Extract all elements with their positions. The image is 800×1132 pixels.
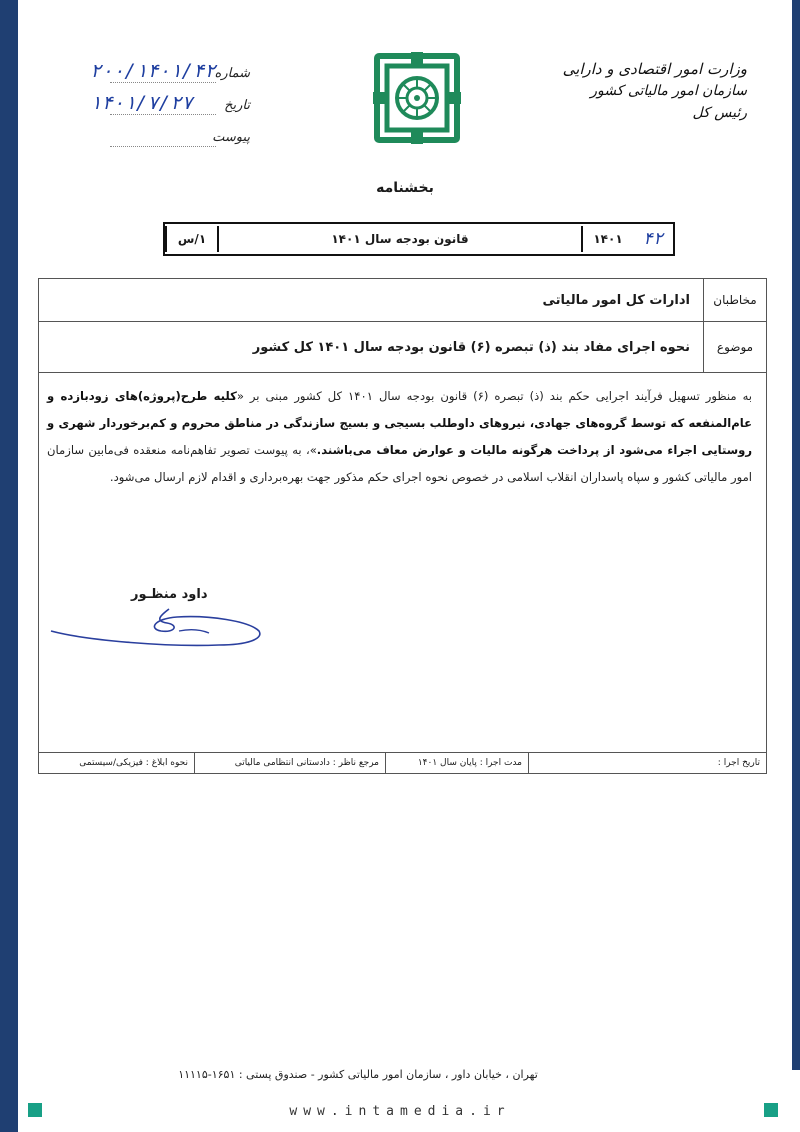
addressee-row [39, 279, 766, 322]
meta-dotted-line [110, 146, 216, 147]
signature-image [49, 601, 289, 661]
organization-line: سازمان امور مالیاتی کشور [590, 83, 747, 99]
circular-title-row [163, 222, 675, 256]
organization-logo [373, 52, 461, 144]
meta-number-row [90, 60, 250, 92]
letter-number-value: ۲۰۰/۱۴۰۱/۴۲ [90, 60, 216, 82]
circular-law: قانون بودجه سال ۱۴۰۱ [217, 226, 581, 252]
execution-date: تاریخ اجرا : [528, 753, 766, 773]
addressee-label: مخاطبان [703, 279, 766, 321]
right-border-stripe [792, 0, 800, 1070]
attachment-label: پیوست [212, 130, 250, 145]
letter-page [18, 0, 792, 1100]
body-intro: به منظور تسهیل فرآیند اجرایی حکم بند (ذ) تبصره (۶) قانون بودجه سال ۱۴۰۱ کل کشور مبنی بر « [236, 389, 753, 403]
letter-date-value: ۱۴۰۱/۷/۲۷ [90, 92, 193, 114]
left-border-stripe [0, 0, 18, 1132]
addressee-value: ادارات کل امور مالیاتی [542, 292, 690, 308]
signer-name: داود منظـور [131, 587, 208, 602]
meta-attachment-row [90, 124, 250, 156]
circular-table [38, 278, 767, 774]
body-rest: »، به پیوست تصویر تفاهم‌نامه منعقده فی‌مابین سازمان امور مالیاتی کشور و سپاه پاسداران انقلاب اسلامی در خصوص نحوه اجرای حکم مذکور جهت بهره‌برداری و اقدام لازم ارسال می‌شود. [47, 443, 752, 484]
letter-metadata [90, 60, 250, 156]
notification-method: نحوه ابلاغ : فیزیکی/سیستمی [79, 758, 188, 768]
circular-code: ۱/س [165, 226, 217, 252]
subject-row [39, 322, 766, 373]
ministry-line: وزارت امور اقتصادی و دارایی [562, 60, 747, 78]
circular-footer [39, 752, 766, 773]
ministry-header [547, 58, 747, 124]
circular-body [47, 383, 752, 491]
website-url: www.intamedia.ir [289, 1104, 511, 1119]
office-line: رئیس کل [692, 105, 747, 121]
meta-dotted-line [110, 114, 216, 115]
letter-date-label: تاریخ [224, 98, 250, 113]
meta-date-row [90, 92, 250, 124]
postal-address: تهران ، خیابان داور ، سازمان امور مالیاتی کشور - صندوق پستی : ۱۶۵۱-۱۱۱۱۵ [178, 1068, 538, 1081]
meta-dotted-line [110, 82, 216, 83]
supervisory-authority: مرجع ناظر : دادستانی انتظامی مالیاتی [194, 753, 385, 773]
letter-number-label: شماره [214, 66, 250, 81]
body-bold-quote: کلیه طرح(پروژه)های زودبازده و عام‌المنفعه که توسط گروه‌های جهادی، نیروهای داوطلب بسیجی و بسیج سازندگی در مناطق محروم و کم‌برخوردار شهری و روستایی اجراء می‌شود از پرداخت هرگونه مالیات و عوارض معاف می‌باشند. [47, 389, 752, 457]
subject-value: نحوه اجرای مفاد بند (ذ) تبصره (۶) قانون بودجه سال ۱۴۰۱ کل کشور [252, 339, 690, 355]
document-type: بخشنامه [376, 180, 434, 196]
execution-duration: مدت اجرا : پایان سال ۱۴۰۱ [385, 753, 528, 773]
circular-year: ۱۴۰۱ [581, 226, 633, 252]
subject-label: موضوع [703, 322, 766, 372]
circular-number: ۴۲ [642, 229, 664, 249]
